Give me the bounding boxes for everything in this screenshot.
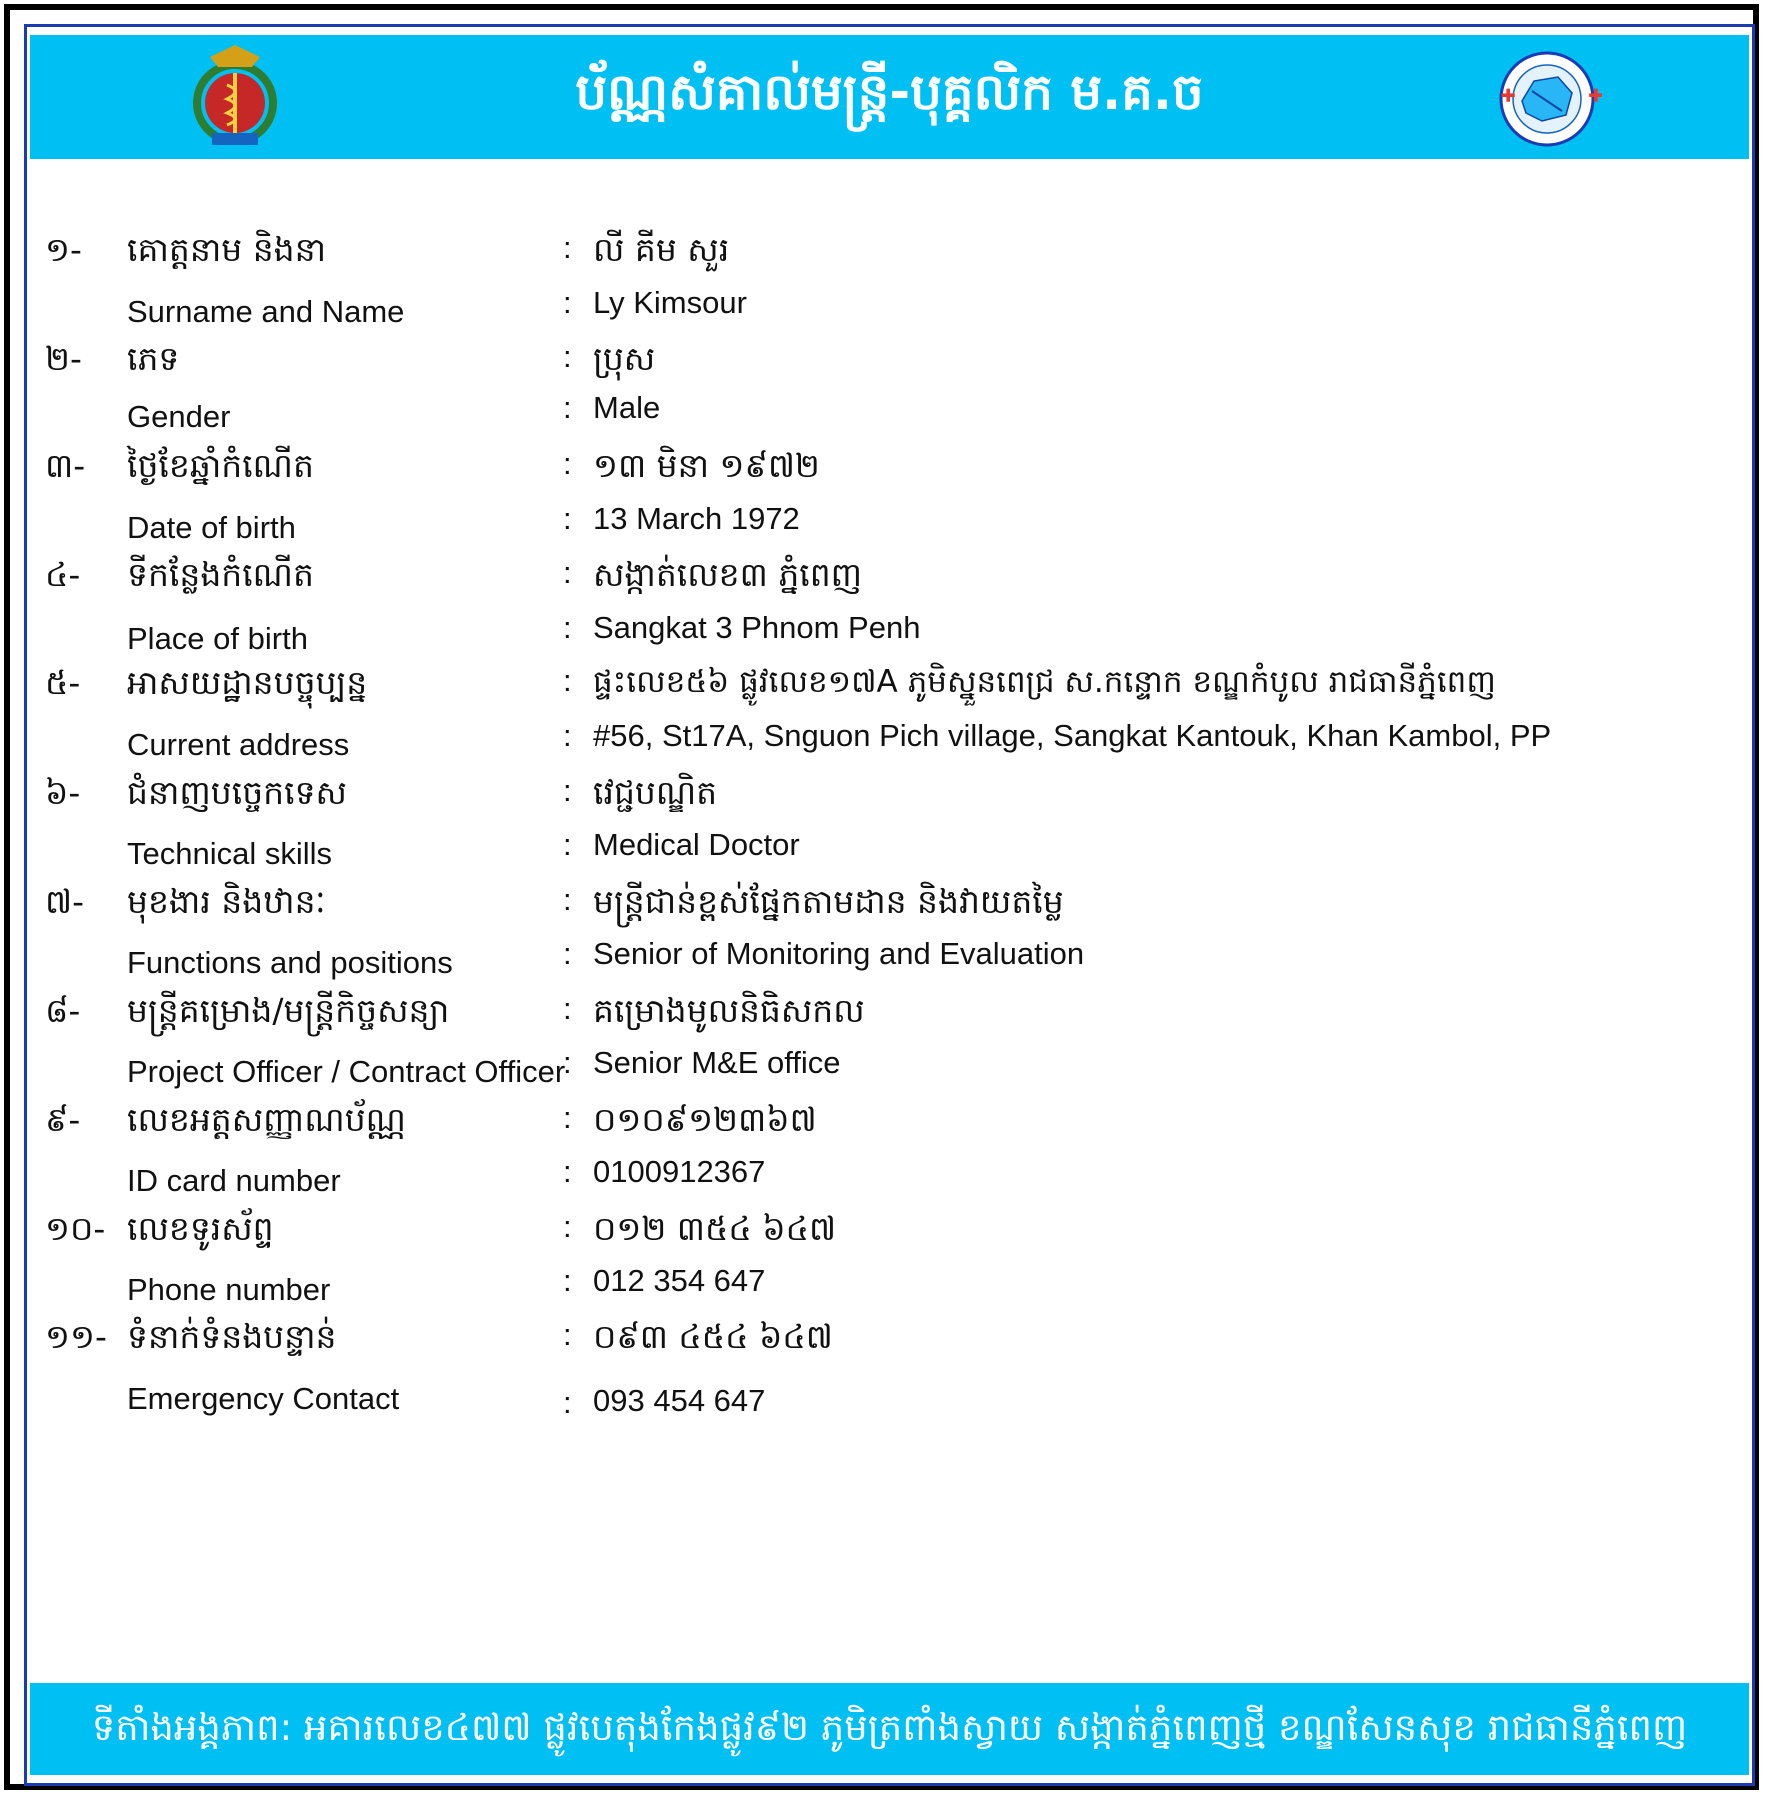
colon-separator: : <box>563 1385 572 1420</box>
field-11-kh-row <box>27 1311 1747 1371</box>
field-number: ២- <box>45 339 82 378</box>
field-value-en: Male <box>593 390 661 425</box>
field-label-en: Date of birth <box>127 510 296 545</box>
field-value-kh: វេជ្ជបណ្ឌិត <box>593 773 718 812</box>
colon-separator: : <box>563 1154 572 1189</box>
colon-separator: : <box>563 1263 572 1298</box>
colon-separator: : <box>563 1209 572 1244</box>
header-banner <box>30 35 1749 159</box>
field-number: ៦- <box>45 773 81 812</box>
field-6-kh-row <box>27 767 1747 827</box>
field-value-en: 0100912367 <box>593 1154 766 1189</box>
field-value-en: Senior of Monitoring and Evaluation <box>593 936 1085 971</box>
field-value-en: Medical Doctor <box>593 827 800 862</box>
field-value-en: #56, St17A, Snguon Pich village, Sangkat Kantouk, Khan Kambol, PP <box>593 718 1552 753</box>
field-label-kh: មន្ត្រីគម្រោង/មន្ត្រីកិច្ចសន្យា <box>127 991 450 1030</box>
field-value-kh: ០១២ ៣៥៤ ៦៤៧ <box>593 1209 837 1248</box>
colon-separator: : <box>563 501 572 536</box>
colon-separator: : <box>563 1317 572 1352</box>
field-label-kh: ទីកន្លែងកំណើត <box>127 555 314 594</box>
field-5-en-row <box>27 713 1747 773</box>
field-label-kh: ជំនាញបច្ចេកទេស <box>127 773 347 812</box>
field-5-kh-row <box>27 657 1747 717</box>
footer-banner <box>30 1683 1749 1775</box>
field-label-en: Project Officer / Contract Officer <box>127 1054 566 1089</box>
field-value-kh: ០៩៣ ៤៥៤ ៦៤៧ <box>593 1317 833 1356</box>
card-title: ប័ណ្ណសំគាល់មន្ត្រី-បុគ្គលិក ម.គ.ច <box>575 63 1204 121</box>
field-value-en: Ly Kimsour <box>593 285 747 320</box>
field-2-kh-row <box>27 333 1747 393</box>
field-value-kh: ផ្ទះលេខ៥៦ ផ្លូវលេខ១៧A ភូមិស្នួនពេជ្រ ស.កន្ទោក ខណ្ឌកំបូល រាជធានីភ្នំពេញ <box>593 664 1496 700</box>
field-10-en-row <box>27 1258 1747 1318</box>
field-1-kh-row <box>27 224 1747 284</box>
field-label-kh: គោត្តនាម និងនា <box>127 230 327 269</box>
field-value-kh: ០១០៩១២៣៦៧ <box>593 1100 817 1139</box>
colon-separator: : <box>563 339 572 374</box>
field-value-en: 093 454 647 <box>593 1383 766 1418</box>
field-number: ១- <box>45 230 82 269</box>
field-label-en: Surname and Name <box>127 294 405 329</box>
field-label-kh: អាសយដ្ឋានបច្ចុប្បន្ន <box>127 663 368 702</box>
field-7-en-row <box>27 931 1747 991</box>
colon-separator: : <box>563 991 572 1026</box>
colon-separator: : <box>563 882 572 917</box>
field-value-en: 012 354 647 <box>593 1263 766 1298</box>
field-label-en: Current address <box>127 727 350 762</box>
field-number: ១១- <box>45 1317 107 1356</box>
field-label-en: ID card number <box>127 1163 341 1198</box>
colon-separator: : <box>563 936 572 971</box>
field-value-kh: មន្ត្រីជាន់ខ្ពស់ផ្នែកតាមដាន និងវាយតម្លៃ <box>593 882 1064 921</box>
field-label-en: Emergency Contact <box>127 1381 400 1416</box>
field-8-en-row <box>27 1040 1747 1100</box>
field-number: ៤- <box>45 555 81 594</box>
field-2-en-row <box>27 385 1747 445</box>
field-value-kh: គម្រោងមូលនិធិសកល <box>593 991 865 1030</box>
colon-separator: : <box>563 827 572 862</box>
field-9-en-row <box>27 1149 1747 1209</box>
field-value-en: 13 March 1972 <box>593 501 800 536</box>
field-label-en: Place of birth <box>127 621 308 656</box>
field-label-kh: ទំនាក់ទំនងបន្ទាន់ <box>127 1317 337 1356</box>
field-value-kh: ១៣ មិនា ១៩៧២ <box>593 446 820 485</box>
field-1-en-row <box>27 280 1747 340</box>
field-9-kh-row <box>27 1094 1747 1154</box>
field-6-en-row <box>27 822 1747 882</box>
field-value-kh: ប្រុស <box>593 339 656 378</box>
colon-separator: : <box>563 555 572 590</box>
field-value-en: Sangkat 3 Phnom Penh <box>593 610 921 645</box>
colon-separator: : <box>563 773 572 808</box>
field-number: ៧- <box>45 882 84 921</box>
card-inner-frame <box>24 24 1755 1786</box>
cnm-center-logo-icon <box>1492 49 1602 149</box>
field-label-en: Gender <box>127 399 231 434</box>
colon-separator: : <box>563 718 572 753</box>
colon-separator: : <box>563 446 572 481</box>
office-location-text: ទីតាំងអង្គភាព: អគារលេខ៤៧៧ ផ្លូវបេតុងកែងផ្លូវ៩២ ភូមិត្រពាំងស្វាយ សង្កាត់ភ្នំពេញថ្មី ខណ្ឌសែនសុខ រាជធានីភ្នំពេញ <box>91 1706 1688 1749</box>
field-3-en-row <box>27 496 1747 556</box>
field-10-kh-row <box>27 1203 1747 1263</box>
ministry-emblem-icon <box>180 43 290 151</box>
field-number: ៩- <box>45 1100 81 1139</box>
field-label-kh: ភេទ <box>127 339 180 378</box>
field-label-kh: លេខទូរស័ព្ទ <box>127 1209 274 1248</box>
field-label-en: Technical skills <box>127 836 333 871</box>
field-3-kh-row <box>27 440 1747 500</box>
field-label-kh: មុខងារ និងឋានៈ <box>127 882 326 921</box>
colon-separator: : <box>563 1045 572 1080</box>
colon-separator: : <box>563 285 572 320</box>
field-8-kh-row <box>27 985 1747 1045</box>
field-label-kh: លេខអត្តសញ្ញាណប័ណ្ណ <box>127 1100 406 1139</box>
field-number: ៥- <box>45 663 81 702</box>
colon-separator: : <box>563 390 572 425</box>
field-label-en: Phone number <box>127 1272 331 1307</box>
field-number: ៨- <box>45 991 81 1030</box>
field-11-en-row <box>27 1367 1747 1427</box>
field-number: ១០- <box>45 1209 106 1248</box>
colon-separator: : <box>563 1100 572 1135</box>
field-label-en: Functions and positions <box>127 945 453 980</box>
field-4-kh-row <box>27 549 1747 609</box>
field-number: ៣- <box>45 446 86 485</box>
field-value-kh: លី គីម សួរ <box>593 230 730 269</box>
field-label-kh: ថ្ងៃខែឆ្នាំកំណើត <box>127 446 314 485</box>
colon-separator: : <box>563 230 572 265</box>
colon-separator: : <box>563 663 572 698</box>
field-7-kh-row <box>27 876 1747 936</box>
field-value-en: Senior M&E office <box>593 1045 841 1080</box>
colon-separator: : <box>563 610 572 645</box>
card-outer-frame <box>4 4 1759 1790</box>
field-value-kh: សង្កាត់លេខ៣ ភ្នំពេញ <box>593 555 863 594</box>
